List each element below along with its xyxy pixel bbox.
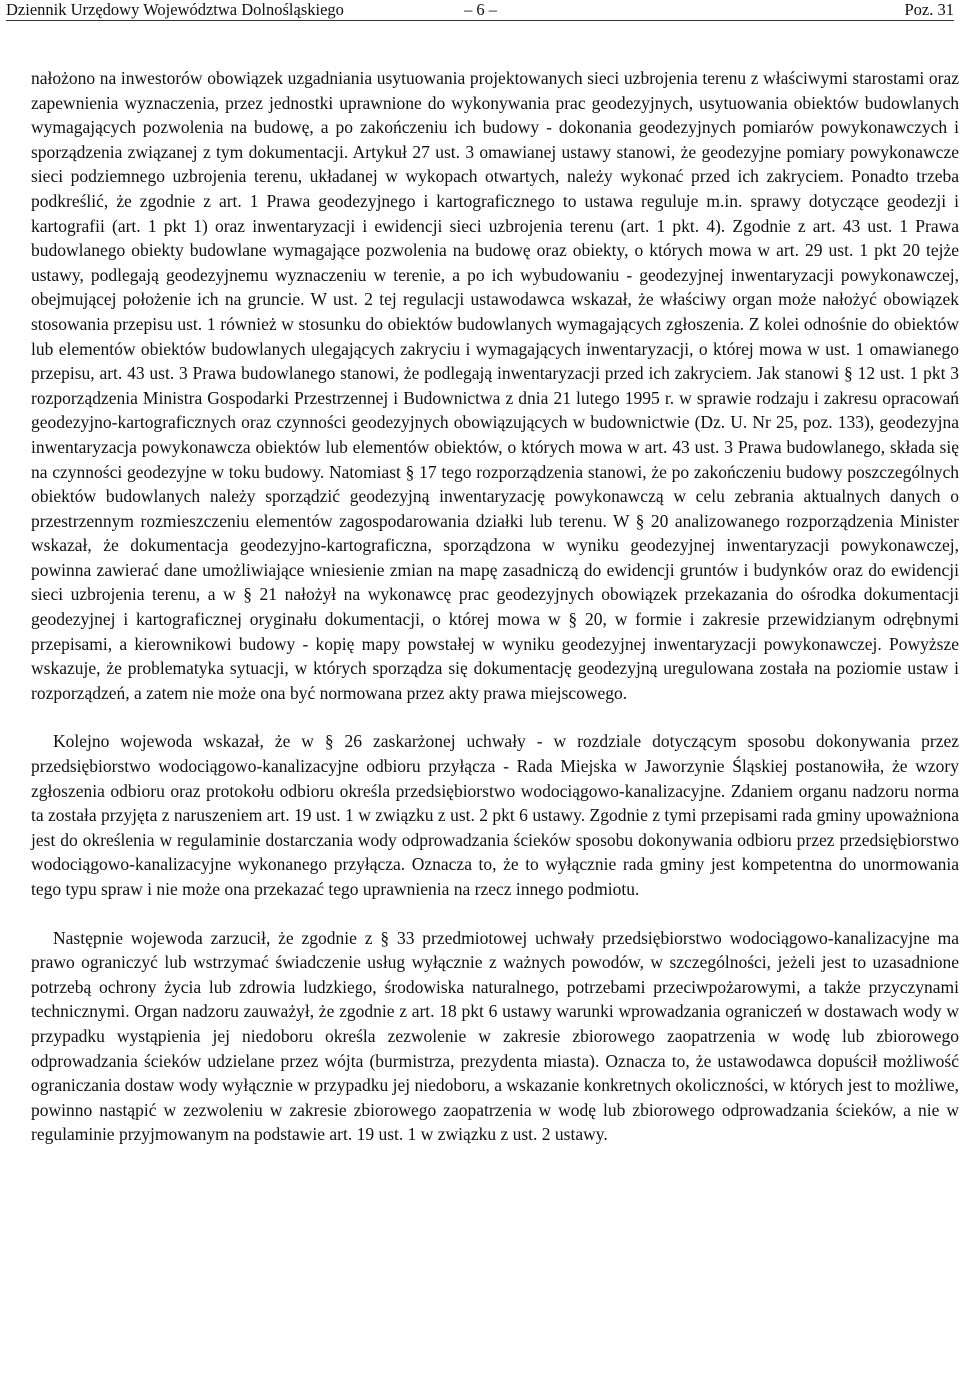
journal-title: Dziennik Urzędowy Województwa Dolnośląskiego xyxy=(6,0,344,19)
position-number: Poz. 31 xyxy=(904,0,954,19)
document-body xyxy=(31,66,959,1147)
paragraph-3: Następnie wojewoda zarzucił, że zgodnie z § 33 przedmiotowej uchwały przedsiębiorstwo wodociągowo-kanalizacyjne ma prawo ograniczyć lub wstrzymać świadczenie usług wyłącznie z ważnych powodów, w szczególności, jeżeli jest to uzasadnione potrzebą ochrony życia lub zdrowia ludzkiego, środowiska naturalnego, potrzebami przeciwpożarowymi, a także przyczynami technicznymi. Organ nadzoru zauważył, że zgodnie z art. 18 pkt 6 ustawy warunki wprowadzania ograniczeń w dostawach wody w przypadku wystąpienia jej niedoboru określa zezwolenie w zakresie zbiorowego zaopatrzenia w wodę lub zbiorowego odprowadzania ścieków udzielane przez wójta (burmistrza, prezydenta miasta). Oznacza to, że ustawodawca dopuścił możliwość ograniczania dostaw wody wyłącznie w przypadku jej niedoboru, a wskazanie konkretnych okoliczności, w których jest to możliwe, powinno nastąpić w zezwoleniu w zakresie zbiorowego zaopatrzenia w wodę lub zbiorowego odprowadzania ścieków, a nie w regulaminie przyjmowanym na podstawie art. 19 ust. 1 w związku z ust. 2 ustawy. xyxy=(31,927,959,1145)
page-header xyxy=(6,0,954,21)
page-number: – 6 – xyxy=(464,0,497,19)
paragraph-1: nałożono na inwestorów obowiązek uzgadniania usytuowania projektowanych sieci uzbrojenia terenu z właściwymi starostami oraz zapewnienia wyznaczenia, przez jednostki uprawnione do wykonywania prac geodezyjnych, usytuowania obiektów budowlanych wymagających pozwolenia na budowę, a po zakończeniu ich budowy - dokonania geodezyjnych pomiarów powykonawczych i sporządzenia związanej z tym dokumentacji. Artykuł 27 ust. 3 omawianej ustawy stanowi, że geodezyjne pomiary powykonawcze sieci podziemnego uzbrojenia terenu, układanej w wykopach otwartych, należy wykonać przed ich zakryciem. Ponadto trzeba podkreślić, że zgodnie z art. 1 Prawa geodezyjnego i kartograficznego to ustawa reguluje m.in. sprawy dotyczące geodezji i kartografii (art. 1 pkt 1) oraz inwentaryzacji i ewidencji sieci uzbrojenia terenu (art. 1 pkt. 4). Zgodnie z art. 43 ust. 1 Prawa budowlanego obiekty budowlane wymagające pozwolenia na budowę oraz obiekty, o których mowa w art. 29 ust. 1 pkt 20 tejże ustawy, podlegają geodezyjnemu wyznaczeniu w terenie, a po ich wybudowaniu - geodezyjnej inwentaryzacji powykonawczej, obejmującej położenie ich na gruncie. W ust. 2 tej regulacji ustawodawca wskazał, że właściwy organ może nałożyć obowiązek stosowania przepisu ust. 1 również w stosunku do obiektów budowlanych wymagających zgłoszenia. Z kolei odnośnie do obiektów lub elementów obiektów budowlanych ulegających zakryciu i wymagających inwentaryzacji, o której mowa w ust. 1 omawianego przepisu, art. 43 ust. 3 Prawa budowlanego stanowi, że podlegają inwentaryzacji przed ich zakryciem. Jak stanowi § 12 ust. 1 pkt 3 rozporządzenia Ministra Gospodarki Przestrzennej i Budownictwa z dnia 21 lutego 1995 r. w sprawie rodzaju i zakresu opracowań geodezyjno-kartograficznych oraz czynności geodezyjnych obowiązujących w budownictwie (Dz. U. Nr 25, poz. 133), geodezyjna inwentaryzacja powykonawcza obiektów lub elementów obiektów, o których mowa w art. 43 ust. 3 Prawa budowlanego, składa się na czynności geodezyjne w toku budowy. Natomiast § 17 tego rozporządzenia stanowi, że po zakończeniu budowy poszczególnych obiektów budowlanych należy sporządzić geodezyjną inwentaryzację powykonawczą w celu zebrania aktualnych danych o przestrzennym rozmieszczeniu elementów zagospodarowania działki lub terenu. W § 20 analizowanego rozporządzenia Minister wskazał, że dokumentacja geodezyjno-kartograficzna, sporządzona w wyniku geodezyjnej inwentaryzacji powykonawczej, powinna zawierać dane umożliwiające wniesienie zmian na mapę zasadniczą do ewidencji gruntów i budynków oraz do ewidencji sieci uzbrojenia terenu, a w § 21 nałożył na wykonawcę prac geodezyjnych obowiązek przekazania do ośrodka dokumentacji geodezyjnej i kartograficznej oryginału dokumentacji, o której mowa w § 20, w formie i zakresie przewidzianym odrębnymi przepisami, a kierownikowi budowy - kopię mapy powstałej w wyniku geodezyjnej inwentaryzacji powykonawczej. Powyższe wskazuje, że problematyka sytuacji, w których sporządza się dokumentację geodezyjną uregulowana została na poziomie ustaw i rozporządzeń, a zatem nie może ona być normowana przez akty prawa miejscowego. xyxy=(31,68,959,703)
paragraph-2: Kolejno wojewoda wskazał, że w § 26 zaskarżonej uchwały - w rozdziale dotyczącym sposobu dokonywania przez przedsiębiorstwo wodociągowo-kanalizacyjne odbioru przyłącza - Rada Miejska w Jaworzynie Śląskiej postanowiła, że wzory zgłoszenia odbioru oraz protokołu odbioru określa przedsiębiorstwo wodociągowo-kanalizacyjne. Zdaniem organu nadzoru norma ta została przyjęta z naruszeniem art. 19 ust. 1 w związku z ust. 2 pkt 6 ustawy. Zgodnie z tymi przepisami rada gminy upoważniona jest do określenia w regulaminie dostarczania wody odprowadzania ścieków sposobu dokonywania odbioru przez przedsiębiorstwo wodociągowo-kanalizacyjne wykonanego przyłącza. Oznacza to, że to wyłącznie rada gminy jest kompetentna do unormowania tego typu spraw i nie może ona przekazać tego uprawnienia na rzecz innego podmiotu. xyxy=(31,731,959,899)
